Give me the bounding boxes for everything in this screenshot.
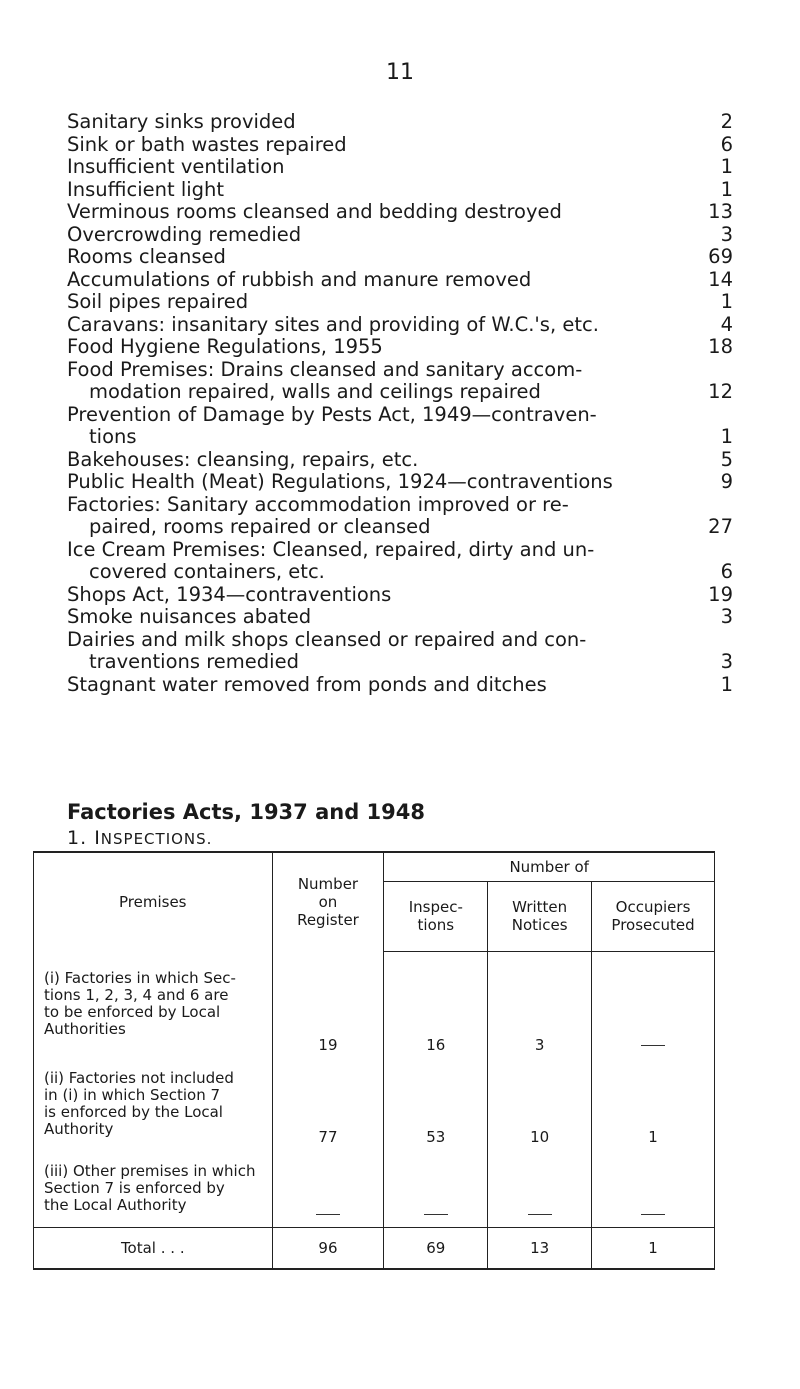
- item-count: 19: [708, 582, 733, 606]
- total-row: [34, 1227, 715, 1269]
- premises-cell: (ii) Factories not included in (i) in which Section 7 is enforced by the Local Authority: [34, 1058, 273, 1150]
- item-text: Insufficient ventilation: [67, 155, 285, 178]
- header-number-of: Number of: [384, 852, 715, 882]
- total-inspections: 69: [384, 1227, 488, 1269]
- list-item: [67, 674, 733, 697]
- table-row: [34, 951, 715, 1058]
- total-prosecuted: 1: [592, 1227, 715, 1269]
- item-count: 6: [720, 560, 733, 583]
- list-item: [67, 404, 733, 449]
- notices-cell: 3: [488, 951, 592, 1058]
- item-text: Food Hygiene Regulations, 1955: [67, 335, 383, 358]
- item-text: modation repaired, walls and ceilings repaired: [89, 380, 541, 403]
- item-text: Dairies and milk shops cleansed or repaired and con-: [67, 627, 587, 651]
- item-text: Bakehouses: cleansing, repairs, etc.: [67, 447, 419, 471]
- register-cell: 19: [272, 951, 384, 1058]
- list-item: [67, 156, 733, 179]
- list-item: [67, 629, 733, 674]
- item-count: 3: [720, 605, 733, 628]
- item-text: Soil pipes repaired: [67, 290, 249, 313]
- inspections-cell: 53: [384, 1058, 488, 1150]
- inspections-table: [33, 851, 715, 1270]
- premises-cell: (i) Factories in which Sec- tions 1, 2, 3, 4 and 6 are to be enforced by Local Authorities: [34, 951, 273, 1058]
- item-text: Public Health (Meat) Regulations, 1924—contraventions: [67, 470, 613, 493]
- register-cell: [272, 1150, 384, 1228]
- item-text: Insufficient light: [67, 177, 225, 201]
- item-count: 12: [708, 380, 733, 403]
- item-text: Factories: Sanitary accommodation improved or re-: [67, 492, 569, 516]
- notices-cell: [488, 1150, 592, 1228]
- item-text: Overcrowding remedied: [67, 222, 302, 246]
- item-text: Stagnant water removed from ponds and ditches: [67, 672, 547, 696]
- total-register: 96: [272, 1227, 384, 1269]
- item-text: covered containers, etc.: [89, 560, 325, 583]
- premises-cell: (iii) Other premises in which Section 7 is enforced by the Local Authority: [34, 1150, 273, 1228]
- item-count: 4: [720, 312, 733, 336]
- prosecuted-cell: 1: [592, 1058, 715, 1150]
- subsection-title: INSPECTIONS.: [94, 827, 213, 849]
- header-written-notices: Written Notices: [488, 882, 592, 951]
- list-item: [67, 224, 733, 247]
- table-row: [34, 1150, 715, 1228]
- sanitary-items-list: [67, 111, 733, 696]
- item-text: paired, rooms repaired or cleansed: [89, 515, 431, 538]
- item-text: Ice Cream Premises: Cleansed, repaired, dirty and un-: [67, 537, 595, 561]
- item-count: 1: [720, 155, 733, 178]
- item-count: 13: [708, 200, 733, 223]
- item-text: Accumulations of rubbish and manure removed: [67, 267, 532, 291]
- list-item: [67, 471, 733, 494]
- list-item: [67, 134, 733, 157]
- list-item: [67, 314, 733, 337]
- inspections-cell: [384, 1150, 488, 1228]
- total-label: Total . . .: [34, 1227, 273, 1269]
- item-text: Sanitary sinks provided: [67, 110, 296, 133]
- list-item: [67, 539, 733, 584]
- subsection-number: 1.: [67, 827, 88, 849]
- item-count: 69: [708, 245, 733, 268]
- item-count: 3: [720, 222, 733, 246]
- list-item: [67, 291, 733, 314]
- item-text: Shops Act, 1934—contraventions: [67, 582, 392, 606]
- list-item: [67, 179, 733, 202]
- item-text: Rooms cleansed: [67, 245, 226, 268]
- register-cell: 77: [272, 1058, 384, 1150]
- nil-dash: [528, 1214, 552, 1215]
- item-count: 1: [720, 425, 733, 448]
- item-text: Caravans: insanitary sites and providing of W.C.'s, etc.: [67, 312, 599, 336]
- list-item: [67, 584, 733, 607]
- item-count: 1: [720, 177, 733, 201]
- nil-dash: [316, 1214, 340, 1215]
- item-count: 1: [720, 290, 733, 313]
- page-number: 11: [386, 60, 414, 85]
- item-text: Verminous rooms cleansed and bedding destroyed: [67, 200, 562, 223]
- subsection-heading: [67, 827, 212, 849]
- header-inspections: Inspec- tions: [384, 882, 488, 951]
- item-text: traventions remedied: [89, 650, 299, 673]
- list-item: [67, 201, 733, 224]
- item-text: Prevention of Damage by Pests Act, 1949—contraven-: [67, 402, 597, 426]
- list-item: [67, 449, 733, 472]
- header-occupiers-prosecuted: Occupiers Prosecuted: [592, 882, 715, 951]
- total-notices: 13: [488, 1227, 592, 1269]
- item-count: 1: [720, 672, 733, 696]
- nil-dash: [641, 1214, 665, 1215]
- list-item: [67, 606, 733, 629]
- nil-dash: [641, 1045, 665, 1046]
- item-count: 9: [720, 470, 733, 493]
- item-text: Sink or bath wastes repaired: [67, 132, 347, 156]
- inspections-cell: 16: [384, 951, 488, 1058]
- item-text: Smoke nuisances abated: [67, 605, 312, 628]
- notices-cell: 10: [488, 1058, 592, 1150]
- prosecuted-cell: [592, 951, 715, 1058]
- prosecuted-cell: [592, 1150, 715, 1228]
- item-count: 27: [708, 515, 733, 538]
- section-title: Factories Acts, 1937 and 1948: [67, 800, 426, 824]
- item-text: tions: [89, 425, 137, 448]
- header-premises: Premises: [34, 852, 273, 951]
- list-item: [67, 269, 733, 292]
- list-item: [67, 359, 733, 404]
- nil-dash: [424, 1214, 448, 1215]
- table-row: [34, 1058, 715, 1150]
- item-count: 3: [720, 650, 733, 673]
- item-count: 5: [720, 447, 733, 471]
- item-count: 14: [708, 267, 733, 291]
- item-count: 2: [720, 110, 733, 133]
- item-text: Food Premises: Drains cleansed and sanitary accom-: [67, 357, 583, 381]
- list-item: [67, 494, 733, 539]
- header-number-on-register: Number on Register: [272, 852, 384, 951]
- item-count: 18: [708, 335, 733, 358]
- list-item: [67, 111, 733, 134]
- list-item: [67, 246, 733, 269]
- item-count: 6: [720, 132, 733, 156]
- list-item: [67, 336, 733, 359]
